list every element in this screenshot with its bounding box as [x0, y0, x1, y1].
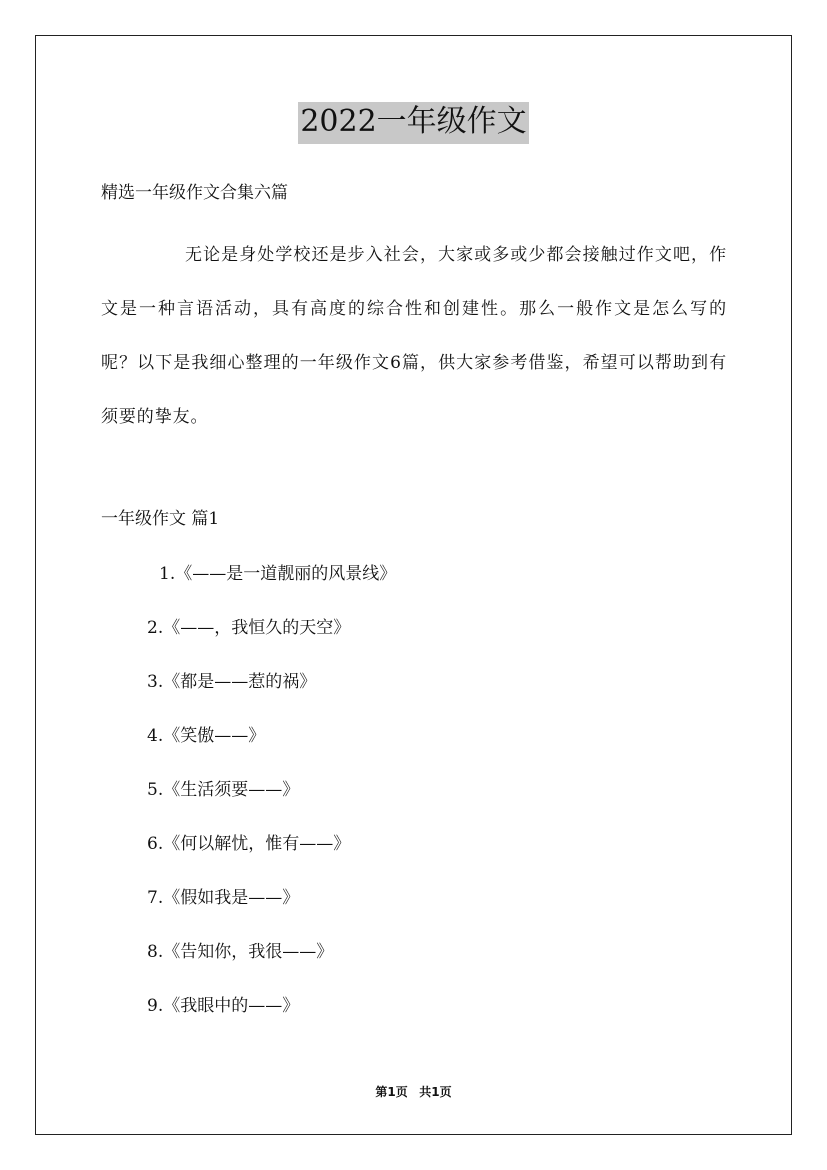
section-heading: 一年级作文 篇1: [101, 509, 220, 529]
list-item: 7.《假如我是——》: [147, 888, 300, 908]
title-wrap: [0, 102, 827, 144]
list-item: 2.《——，我恒久的天空》: [147, 618, 351, 638]
list-item: 9.《我眼中的——》: [147, 996, 300, 1016]
list-item: 3.《都是——惹的祸》: [147, 672, 317, 692]
list-item: 4.《笑傲——》: [147, 726, 266, 746]
document-subtitle: 精选一年级作文合集六篇: [101, 183, 288, 203]
document-title: 2022一年级作文: [298, 102, 528, 144]
page-total: 共1页: [419, 1085, 452, 1099]
list-item: 1.《——是一道靓丽的风景线》: [159, 564, 397, 584]
intro-paragraph: 无论是身处学校还是步入社会，大家或多或少都会接触过作文吧，作文是一种言语活动，具有高度的综合性和创建性。那么一般作文是怎么写的呢？以下是我细心整理的一年级作文6篇，供大家参考借鉴，希望可以帮助到有须要的挚友。: [101, 245, 727, 427]
list-item: 8.《告知你，我很——》: [147, 942, 334, 962]
list-item: 5.《生活须要——》: [147, 780, 300, 800]
list-item: 6.《何以解忧，惟有——》: [147, 834, 351, 854]
page-number: 第1页: [375, 1085, 408, 1099]
page-footer: [0, 1084, 827, 1100]
